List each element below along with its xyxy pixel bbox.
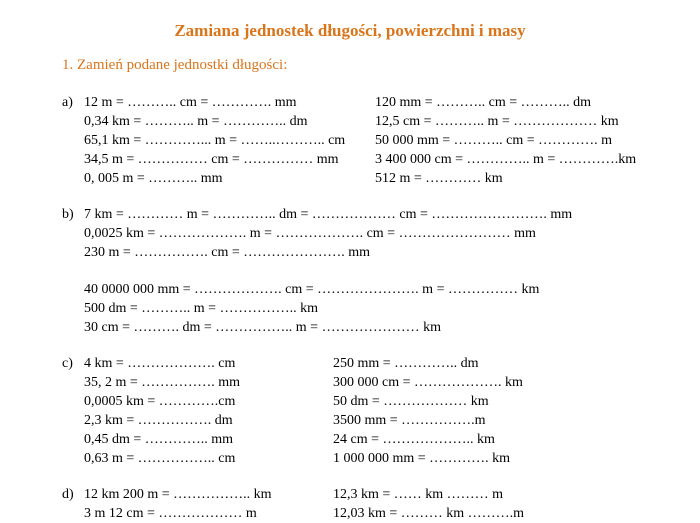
exercise-line: 0,63 m = …………….. cm	[84, 451, 236, 466]
exercise-line: 65,1 km = …………... m = ……..……….. cm	[84, 133, 346, 148]
exercise-line: 24 cm = ……………….. km	[333, 432, 495, 447]
exercise-line: 0,0025 km = ………………. m = ………………. cm = …………………… mm	[84, 226, 536, 241]
exercise-line: 12,5 cm = ……….. m = ……………… km	[375, 114, 619, 129]
exercise-line: 500 dm = ……….. m = …………….. km	[84, 301, 318, 316]
exercise-line: 34,5 m = …………… cm = …………… mm	[84, 152, 339, 167]
section-label-c: c)	[62, 356, 73, 371]
page-title: Zamiana jednostek długości, powierzchni i masy	[174, 21, 526, 40]
exercise-line: 50 000 mm = ……….. cm = …………. m	[375, 133, 613, 148]
exercise-line: 3 400 000 cm = ………….. m = ………….km	[375, 152, 637, 167]
exercise-line: 2,3 km = ……………. dm	[84, 413, 233, 428]
exercise-line: 250 mm = ………….. dm	[333, 356, 479, 371]
exercise-line: 12,3 km = …… km ……… m	[333, 487, 504, 502]
exercise-line: 0,45 dm = ………….. mm	[84, 432, 234, 447]
exercise-line: 30 cm = ………. dm = …………….. m = ………………… km	[84, 320, 441, 335]
section-label-a: a)	[62, 95, 73, 110]
exercise-line: 1 000 000 mm = …………. km	[333, 451, 511, 466]
section-label-d: d)	[62, 487, 74, 502]
exercise-line: 3500 mm = …………….m	[333, 413, 486, 428]
exercise-line: 230 m = ……………. cm = …………………. mm	[84, 245, 371, 260]
exercise-line: 7 km = ………… m = ………….. dm = ……………… cm = ……………………. mm	[84, 207, 573, 222]
exercise-line: 0,34 km = ……….. m = ………….. dm	[84, 114, 308, 129]
exercise-line: 3 m 12 cm = ……………… m	[84, 506, 257, 521]
exercise-line: 120 mm = ……….. cm = ……….. dm	[375, 95, 592, 110]
task-heading: 1. Zamień podane jednostki długości:	[62, 57, 288, 73]
exercise-line: 4 km = ………………. cm	[84, 356, 236, 371]
exercise-line: 12 m = ……….. cm = …………. mm	[84, 95, 297, 110]
exercise-line: 0, 005 m = ……….. mm	[84, 171, 223, 186]
exercise-line: 40 0000 000 mm = ………………. cm = …………………. m = …………… km	[84, 282, 540, 297]
exercise-line: 0,0005 km = ………….cm	[84, 394, 236, 409]
exercise-line: 12 km 200 m = …………….. km	[84, 487, 272, 502]
section-label-b: b)	[62, 207, 74, 222]
exercise-line: 35, 2 m = ……………. mm	[84, 375, 241, 390]
exercise-line: 300 000 cm = ………………. km	[333, 375, 523, 390]
exercise-line: 50 dm = ……………… km	[333, 394, 489, 409]
exercise-line: 12,03 km = ……… km ……….m	[333, 506, 525, 521]
exercise-line: 512 m = ………… km	[375, 171, 503, 186]
